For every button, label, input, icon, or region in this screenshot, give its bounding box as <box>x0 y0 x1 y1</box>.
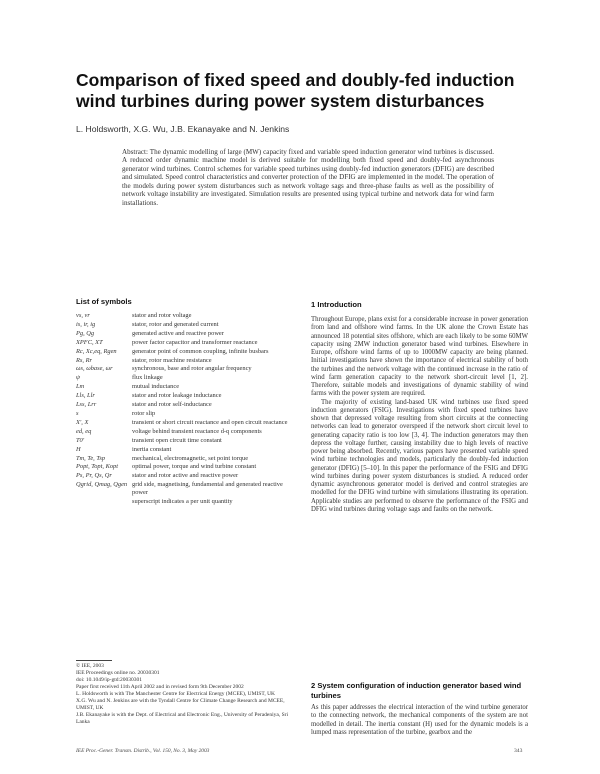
symbol-row <box>76 365 296 372</box>
symbol-key: H <box>76 445 81 453</box>
symbol-row <box>76 455 296 462</box>
symbol-row <box>76 392 296 399</box>
symbol-key: XPFC, XT <box>76 338 103 346</box>
footnote: J.B. Ekanayake is with the Dept. of Electrical and Electronic Eng., University of Peradeniya, Sri Lanka <box>76 712 288 725</box>
author-list: L. Holdsworth, X.G. Wu, J.B. Ekanayake and N. Jenkins <box>76 124 290 134</box>
symbol-row <box>76 312 296 319</box>
symbol-desc: inertia constant <box>132 445 172 453</box>
introduction-heading: 1 Introduction <box>311 300 362 309</box>
paper-title: Comparison of fixed speed and doubly-fed induction wind turbines during power system disturbances <box>76 70 515 111</box>
footnote: IEE Proceedings online no. 20030301 <box>76 670 160 677</box>
symbol-row <box>76 446 296 453</box>
symbol-row <box>76 357 296 364</box>
symbol-key: ψ <box>76 374 80 382</box>
symbol-key: ed, eq <box>76 427 92 435</box>
symbol-desc: generator point of common coupling, infinite busbars <box>132 347 269 355</box>
symbol-key: vs, vr <box>76 312 90 319</box>
paragraph: As this paper addresses the electrical interaction of the wind turbine generator to the connecting network, the mechanical components of the system are not modelled in detail. The inertia constant (H) used for the dynamic models is a lumped mass representation of the turbine, gearbox and the <box>311 704 528 736</box>
footnote: © IEE, 2003 <box>76 663 104 669</box>
symbol-row <box>76 321 296 328</box>
symbols-table <box>76 312 296 506</box>
symbol-key: Lss, Lrr <box>76 401 97 409</box>
symbol-desc: flux linkage <box>132 374 163 382</box>
symbol-desc: grid side, magnetising, fundamental and generated reactive power <box>132 481 283 496</box>
footnote: X.G. Wu and N. Jenkins are with the Tyndall Centre for Climate Change Research and MCEE, UMIST, UK <box>76 698 285 711</box>
symbol-row <box>76 374 296 381</box>
symbol-desc: stator and rotor leakage inductance <box>132 392 222 400</box>
symbol-desc: stator, rotor machine resistance <box>132 356 212 364</box>
symbol-key: is, ir, ig <box>76 320 96 328</box>
footnote: Paper first received 11th April 2002 and in revised form 9th December 2002 <box>76 684 244 691</box>
symbol-desc: stator and rotor voltage <box>132 312 192 319</box>
symbol-key: Popt, Topt, Kopt <box>76 463 119 471</box>
section-2-heading: 2 System configuration of induction generator based wind turbines <box>311 681 522 700</box>
symbol-row <box>76 498 296 505</box>
symbol-desc: superscript indicates a per unit quantity <box>132 497 233 505</box>
symbol-desc: stator and rotor active and reactive power <box>132 472 239 480</box>
footnote-divider <box>76 660 112 661</box>
symbol-key: Qgrid, Qmag, Qgen <box>76 481 128 489</box>
page-number: 343 <box>514 748 523 754</box>
symbol-row <box>76 330 296 337</box>
symbol-key: Lm <box>76 383 85 391</box>
symbol-key: s <box>76 409 79 417</box>
symbol-key: X′, X <box>76 418 89 426</box>
introduction-body <box>311 316 528 514</box>
symbol-desc: transient or short circuit reactance and open circuit reactance <box>132 418 288 426</box>
section-2-body <box>311 704 528 737</box>
symbol-desc: stator, rotor and generated current <box>132 320 219 328</box>
symbol-desc: mechanical, electromagnetic, set point torque <box>132 454 249 462</box>
symbol-row <box>76 463 296 470</box>
symbol-row <box>76 383 296 390</box>
footnote: L. Holdsworth is with The Manchester Centre for Electrical Energy (MCEE), UMIST, UK <box>76 691 276 698</box>
symbol-key: Tm, Te, Tsp <box>76 454 106 462</box>
symbol-row <box>76 419 296 426</box>
symbol-row <box>76 339 296 346</box>
paragraph: Throughout Europe, plans exist for a considerable increase in power generation from land and offshore wind farms. In the UK alone the Crown Estate has announced 18 potential sites offshore, which are each likely to be some 60MW capacity using 2MW induction generator based wind turbines. Elsewhere in Europe, offshore wind farms of up to 1000MW capacity are being planned. Initial investigations have shown the importance of electrical stability of both the turbines and the network voltage with the continued increase in the ratio of wind farm generation capacity to the network short-circuit level [1, 2]. Therefore, suitable models and investigations of dynamic stability of wind farms with the power system are required. <box>311 316 528 398</box>
symbol-row <box>76 437 296 444</box>
paragraph: The majority of existing land-based UK wind turbines use fixed speed induction generators (FSIG). Investigations with fixed speed turbines have shown that depressed voltage resulting from short circuits at the connecting networks can lead to generator overspeed if the network short circuit level to generating capacity ratio is too low [3, 4]. The induction generators may then depress the voltage further, causing instability due to high levels of reactive power being absorbed. Recently, various papers have presented variable speed wind turbine technologies and models, particularly the doubly-fed induction generator (DFIG) [5–10]. In this paper the performance of the FSIG and DFIG wind turbines during power system disturbances is studied. A reduced order dynamic asynchronous generator model is derived and control strategies are modelled for the DFIG wind turbine with simulations illustrating its operation. Applicable studies are performed to observe the performance of the FSIG and DFIG wind turbines during voltage sags and faults on the network. <box>311 398 528 513</box>
symbol-desc: voltage behind transient reactance d-q components <box>132 427 262 435</box>
symbol-desc: rotor slip <box>132 409 156 417</box>
symbol-key: ωs, ωbase, ωr <box>76 365 113 373</box>
symbol-key: Pg, Qg <box>76 329 95 337</box>
symbol-key: T0′ <box>76 436 85 444</box>
symbol-desc: synchronous, base and rotor angular frequency <box>132 365 252 373</box>
symbols-heading: List of symbols <box>76 297 132 306</box>
symbol-key <box>76 498 132 505</box>
symbol-row <box>76 481 296 496</box>
symbol-row <box>76 410 296 417</box>
symbol-row <box>76 348 296 355</box>
footnotes <box>76 663 298 726</box>
symbol-key: Lls, Llr <box>76 392 95 400</box>
symbol-key: Rs, Rr <box>76 356 92 364</box>
symbol-row <box>76 428 296 435</box>
symbol-desc: mutual inductance <box>132 383 180 391</box>
footnote: doi: 10.1049/ip-gtd:20030301 <box>76 677 142 684</box>
symbol-key: Rc, Xc,eq, Rgen <box>76 347 117 355</box>
symbol-row <box>76 401 296 408</box>
symbol-row <box>76 472 296 479</box>
symbol-desc: transient open circuit time constant <box>132 436 222 444</box>
symbol-desc: stator and rotor self-inductance <box>132 401 212 409</box>
journal-citation: IEE Proc.-Gener. Transm. Distrib., Vol. 150, No. 3, May 2003 <box>76 748 210 754</box>
abstract: Abstract: The dynamic modelling of large (MW) capacity fixed and variable speed induction generator wind turbines is discussed. A reduced order dynamic machine model is derived suitable for modelling both fixed speed and doubly-fed asynchronous generator wind turbines. Control schemes for variable speed turbines using doubly-fed induction generators (DFIG) are described and simulated. Speed control characteristics and converter protection of the DFIG are implemented in the model. The operation of the models during power system disturbances such as network voltage sags and three-phase faults as well as the possibility of network voltage instability are investigated. Simulation results are presented using typical turbine and network data for wind farm installations. <box>122 148 494 207</box>
symbol-desc: power factor capacitor and transformer reactance <box>132 338 258 346</box>
symbol-desc: generated active and reactive power <box>132 329 224 337</box>
symbol-key: Ps, Pr, Qs, Qr <box>76 472 112 480</box>
symbol-desc: optimal power, torque and wind turbine constant <box>132 463 257 471</box>
